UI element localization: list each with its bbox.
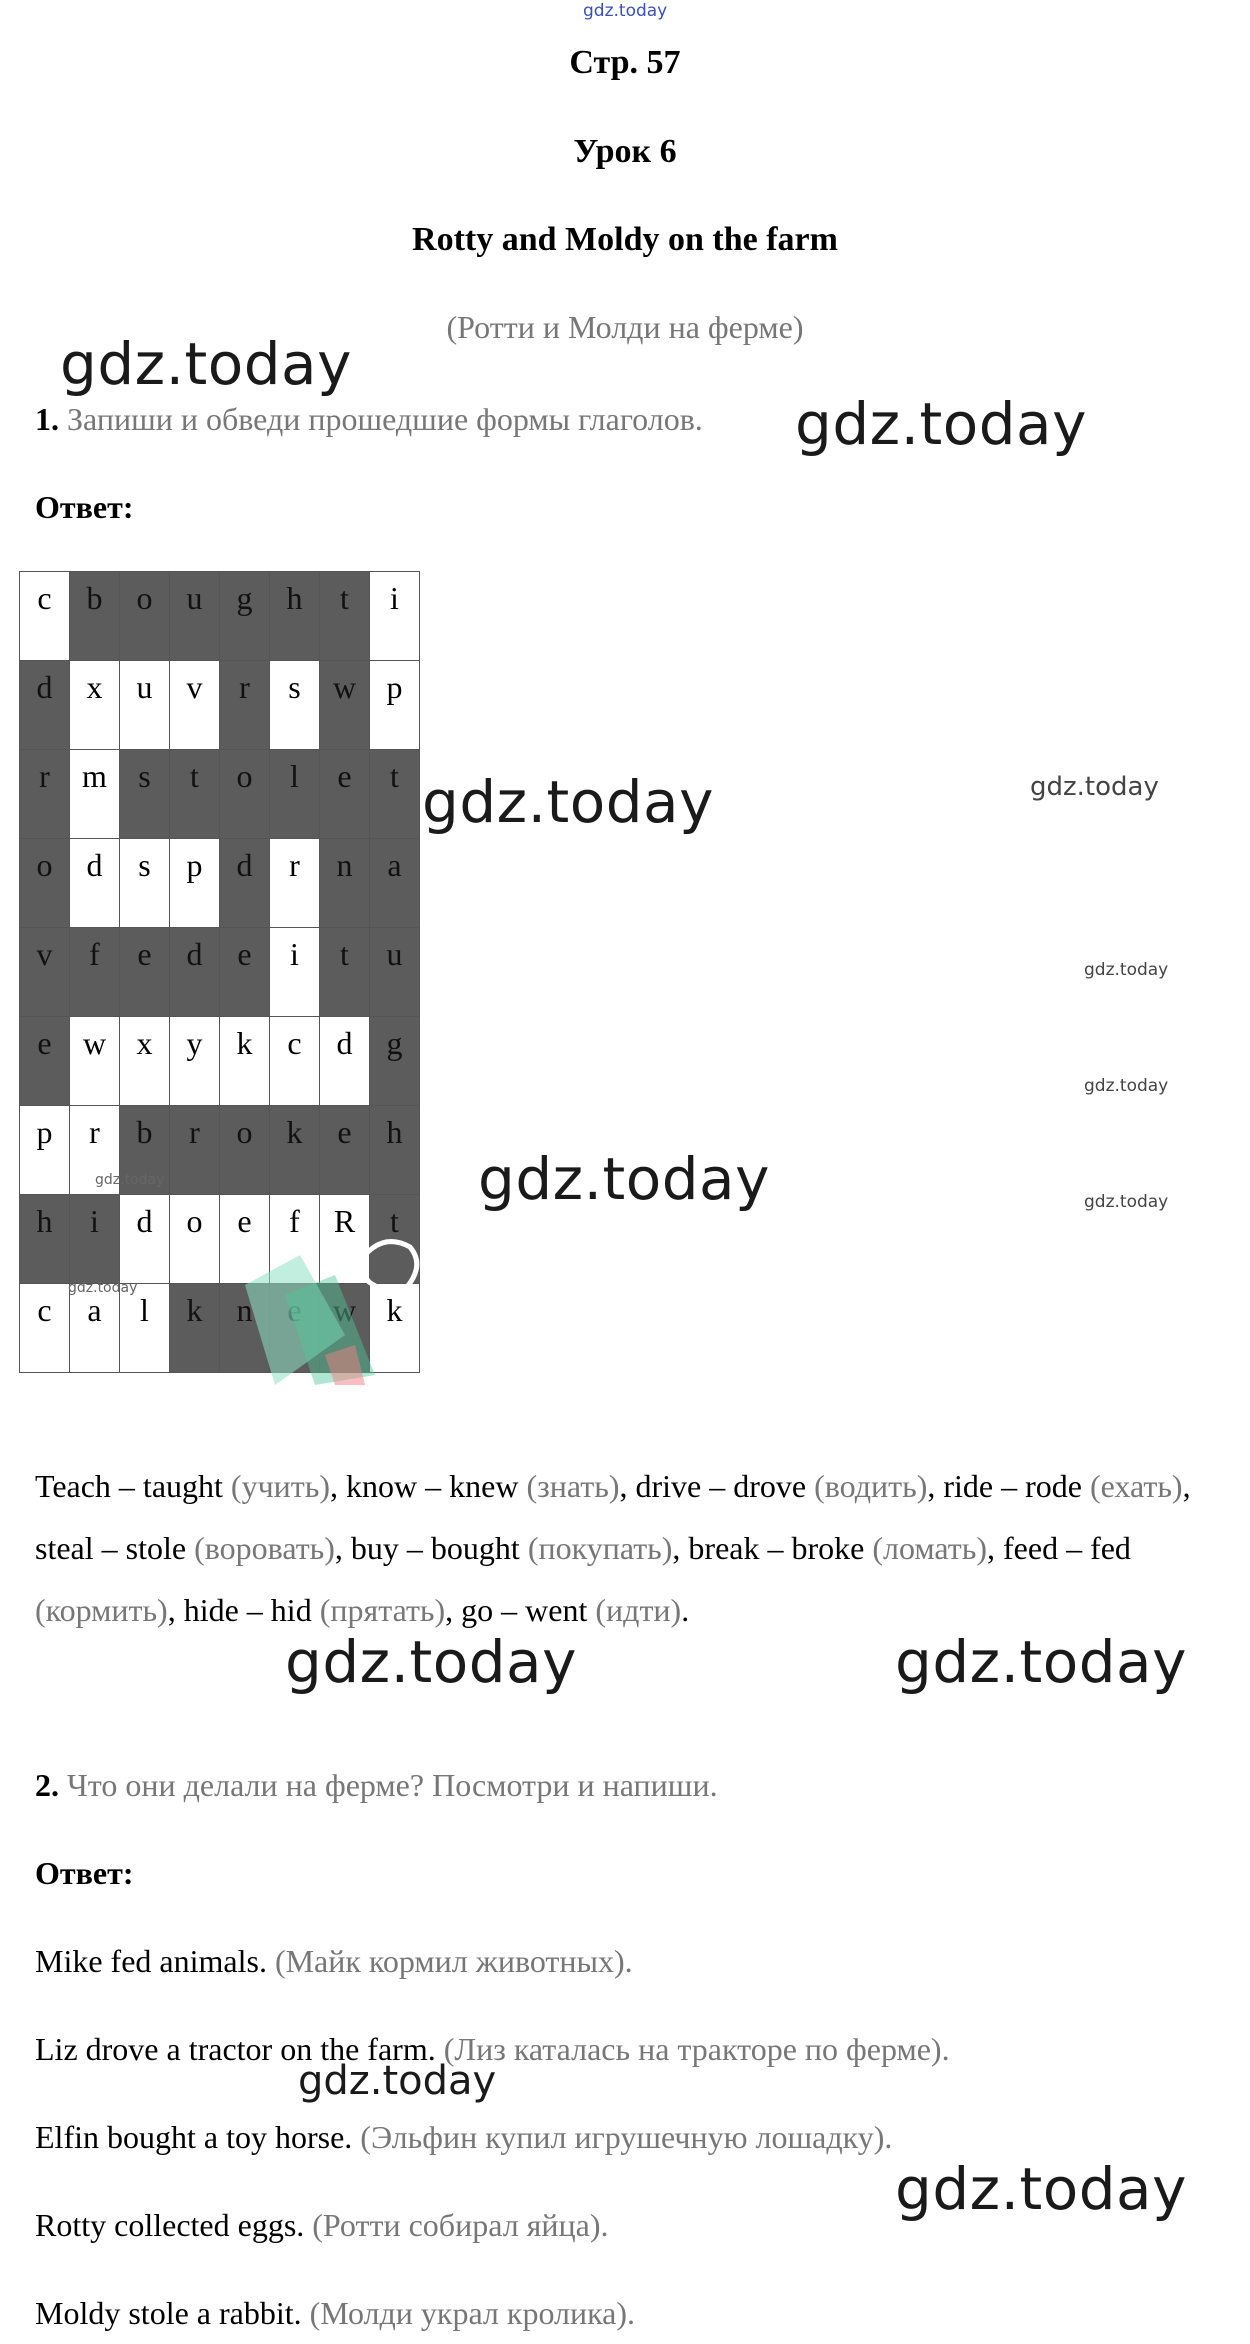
grid-cell: b bbox=[70, 572, 120, 661]
verb-pair-text: , know – knew bbox=[330, 1468, 527, 1504]
grid-cell: d bbox=[120, 1195, 170, 1284]
grid-row bbox=[20, 1106, 420, 1195]
grid-cell: u bbox=[170, 572, 220, 661]
grid-cell: g bbox=[370, 1017, 420, 1106]
grid-cell: x bbox=[70, 661, 120, 750]
grid-cell: d bbox=[70, 839, 120, 928]
translation-text: (прятать) bbox=[319, 1592, 446, 1628]
grid-cell: i bbox=[70, 1195, 120, 1284]
grid-cell: u bbox=[370, 928, 420, 1017]
grid-cell: p bbox=[170, 839, 220, 928]
grid-cell: s bbox=[120, 750, 170, 839]
grid-cell: o bbox=[20, 839, 70, 928]
verb-pair-text: Teach – taught bbox=[35, 1468, 231, 1504]
grid-cell: k bbox=[170, 1284, 220, 1373]
verb-pair-text: , ride – rode bbox=[927, 1468, 1090, 1504]
answer-english: Mike fed animals. bbox=[35, 1943, 267, 1979]
white-swirl bbox=[363, 1242, 417, 1290]
grid-row bbox=[20, 661, 420, 750]
watermark: gdz.today bbox=[60, 330, 352, 398]
grid-cell: y bbox=[170, 1017, 220, 1106]
grid-cell: f bbox=[270, 1195, 320, 1284]
translation-text: (покупать) bbox=[527, 1530, 673, 1566]
task1-answer-label: Ответ: bbox=[35, 489, 134, 525]
grid-cell: e bbox=[320, 750, 370, 839]
watermark: gdz.today bbox=[95, 1172, 165, 1188]
grid-cell: t bbox=[170, 750, 220, 839]
grid-cell: x bbox=[120, 1017, 170, 1106]
grid-cell: h bbox=[20, 1195, 70, 1284]
watermark-top: gdz.today bbox=[583, 1, 668, 21]
verb-pair-text: , hide – hid bbox=[167, 1592, 320, 1628]
grid-cell: e bbox=[120, 928, 170, 1017]
task1-answer bbox=[35, 1455, 1235, 1641]
translation-text: (учить) bbox=[230, 1468, 331, 1504]
grid-cell: t bbox=[320, 928, 370, 1017]
grid-cell: k bbox=[270, 1106, 320, 1195]
task2-answer-label: Ответ: bbox=[35, 1855, 134, 1891]
grid-cell: t bbox=[320, 572, 370, 661]
grid-cell: o bbox=[220, 1106, 270, 1195]
grid-cell: v bbox=[170, 661, 220, 750]
watermark: gdz.today bbox=[1030, 772, 1159, 802]
grid-row bbox=[20, 1017, 420, 1106]
grid-cell: l bbox=[120, 1284, 170, 1373]
answer-translation: (Майк кормил животных). bbox=[274, 1943, 633, 1979]
grid-row bbox=[20, 839, 420, 928]
grid-cell: f bbox=[70, 928, 120, 1017]
watermark: gdz.today bbox=[478, 1145, 770, 1213]
verb-pair-text: . bbox=[681, 1592, 690, 1628]
grid-cell: R bbox=[320, 1195, 370, 1284]
grid-cell: r bbox=[220, 661, 270, 750]
grid-cell: h bbox=[370, 1106, 420, 1195]
grid-cell: i bbox=[270, 928, 320, 1017]
task1-text: Запиши и обведи прошедшие формы глаголов. bbox=[67, 401, 703, 437]
task2-number: 2. bbox=[35, 1767, 59, 1803]
watermark: gdz.today bbox=[1084, 1192, 1169, 1212]
translation-text: (водить) bbox=[814, 1468, 928, 1504]
answer-translation: (Молди украл кролика). bbox=[309, 2295, 636, 2331]
page-title: Rotty and Moldy on the farm bbox=[412, 221, 838, 258]
translation-text: (знать) bbox=[526, 1468, 620, 1504]
page-number: Стр. 57 bbox=[569, 44, 681, 81]
grid-cell: d bbox=[320, 1017, 370, 1106]
grid-cell: o bbox=[220, 750, 270, 839]
answer-line bbox=[35, 2194, 608, 2256]
grid-cell: b bbox=[120, 1106, 170, 1195]
grid-row bbox=[20, 928, 420, 1017]
task2-text: Что они делали на ферме? Посмотри и напиши. bbox=[67, 1767, 718, 1803]
translation-text: (ехать) bbox=[1089, 1468, 1183, 1504]
grid-cell: s bbox=[270, 661, 320, 750]
answer-english: Rotty collected eggs. bbox=[35, 2207, 305, 2243]
translation-text: (кормить) bbox=[35, 1592, 168, 1628]
answer-english: Elfin bought a toy horse. bbox=[35, 2119, 353, 2155]
grid-row bbox=[20, 572, 420, 661]
answer-line bbox=[35, 1930, 633, 1992]
grid-cell: t bbox=[370, 1195, 420, 1284]
grid-cell: r bbox=[170, 1106, 220, 1195]
translation-text: (воровать) bbox=[194, 1530, 335, 1566]
grid-cell: s bbox=[120, 839, 170, 928]
answer-translation: (Лиз каталась на тракторе по ферме). bbox=[443, 2031, 950, 2067]
grid-cell: d bbox=[20, 661, 70, 750]
answer-english: Moldy stole a rabbit. bbox=[35, 2295, 302, 2331]
translation-text: (ломать) bbox=[872, 1530, 987, 1566]
watermark: gdz.today bbox=[795, 390, 1087, 458]
answer-line bbox=[35, 2106, 892, 2168]
task1-number: 1. bbox=[35, 401, 59, 437]
grid-cell: d bbox=[220, 839, 270, 928]
watermark: gdz.today bbox=[285, 1628, 577, 1696]
watermark: gdz.today bbox=[895, 1628, 1187, 1696]
verb-pair-text: , drive – drove bbox=[619, 1468, 815, 1504]
grid-cell: u bbox=[120, 661, 170, 750]
watermark: gdz.today bbox=[1084, 1076, 1169, 1096]
grid-cell: e bbox=[20, 1017, 70, 1106]
grid-cell: c bbox=[20, 572, 70, 661]
page-subtitle: (Ротти и Молди на ферме) bbox=[446, 309, 804, 345]
answer-translation: (Ротти собирал яйца). bbox=[312, 2207, 609, 2243]
grid-cell: e bbox=[320, 1106, 370, 1195]
grid-cell: p bbox=[370, 661, 420, 750]
verb-pair-text: , steal – stole bbox=[35, 1468, 1191, 1566]
grid-cell: k bbox=[220, 1017, 270, 1106]
watermark: gdz.today bbox=[895, 2155, 1187, 2223]
grid-cell: g bbox=[220, 572, 270, 661]
grid-cell: w bbox=[320, 1284, 370, 1373]
decorative-graphic bbox=[215, 1235, 425, 1385]
lesson-title: Урок 6 bbox=[573, 133, 677, 170]
grid-cell: e bbox=[220, 928, 270, 1017]
grid-cell: t bbox=[370, 750, 420, 839]
answer-english: Liz drove a tractor on the farm. bbox=[35, 2031, 436, 2067]
verb-pair-text: , break – broke bbox=[672, 1530, 873, 1566]
watermark: gdz.today bbox=[68, 1280, 138, 1296]
grid-cell: n bbox=[220, 1284, 270, 1373]
grid-cell: w bbox=[70, 1017, 120, 1106]
watermark: gdz.today bbox=[1084, 960, 1169, 980]
grid-cell: h bbox=[270, 572, 320, 661]
verb-pair-text: , feed – fed bbox=[987, 1530, 1131, 1566]
grid-cell: v bbox=[20, 928, 70, 1017]
grid-cell: a bbox=[370, 839, 420, 928]
watermark: gdz.today bbox=[422, 768, 714, 836]
grid-cell: r bbox=[270, 839, 320, 928]
grid-cell: n bbox=[320, 839, 370, 928]
watermark: gdz.today bbox=[298, 2058, 497, 2104]
grid-cell: p bbox=[20, 1106, 70, 1195]
verb-pair-text: , buy – bought bbox=[334, 1530, 528, 1566]
grid-cell: a bbox=[70, 1284, 120, 1373]
grid-cell: w bbox=[320, 661, 370, 750]
grid-cell: r bbox=[70, 1106, 120, 1195]
answer-translation: (Эльфин купил игрушечную лошадку). bbox=[360, 2119, 893, 2155]
grid-cell: c bbox=[270, 1017, 320, 1106]
grid-cell: i bbox=[370, 572, 420, 661]
grid-cell: r bbox=[20, 750, 70, 839]
grid-cell: e bbox=[220, 1195, 270, 1284]
grid-cell: c bbox=[20, 1284, 70, 1373]
verb-pair-text: , go – went bbox=[445, 1592, 596, 1628]
grid-cell: l bbox=[270, 750, 320, 839]
answer-line bbox=[35, 2282, 635, 2344]
grid-cell: k bbox=[370, 1284, 420, 1373]
task2-heading bbox=[35, 1754, 718, 1816]
grid-cell: d bbox=[170, 928, 220, 1017]
grid-cell: m bbox=[70, 750, 120, 839]
translation-text: (идти) bbox=[595, 1592, 682, 1628]
grid-row bbox=[20, 750, 420, 839]
grid-cell: o bbox=[120, 572, 170, 661]
grid-cell: o bbox=[170, 1195, 220, 1284]
